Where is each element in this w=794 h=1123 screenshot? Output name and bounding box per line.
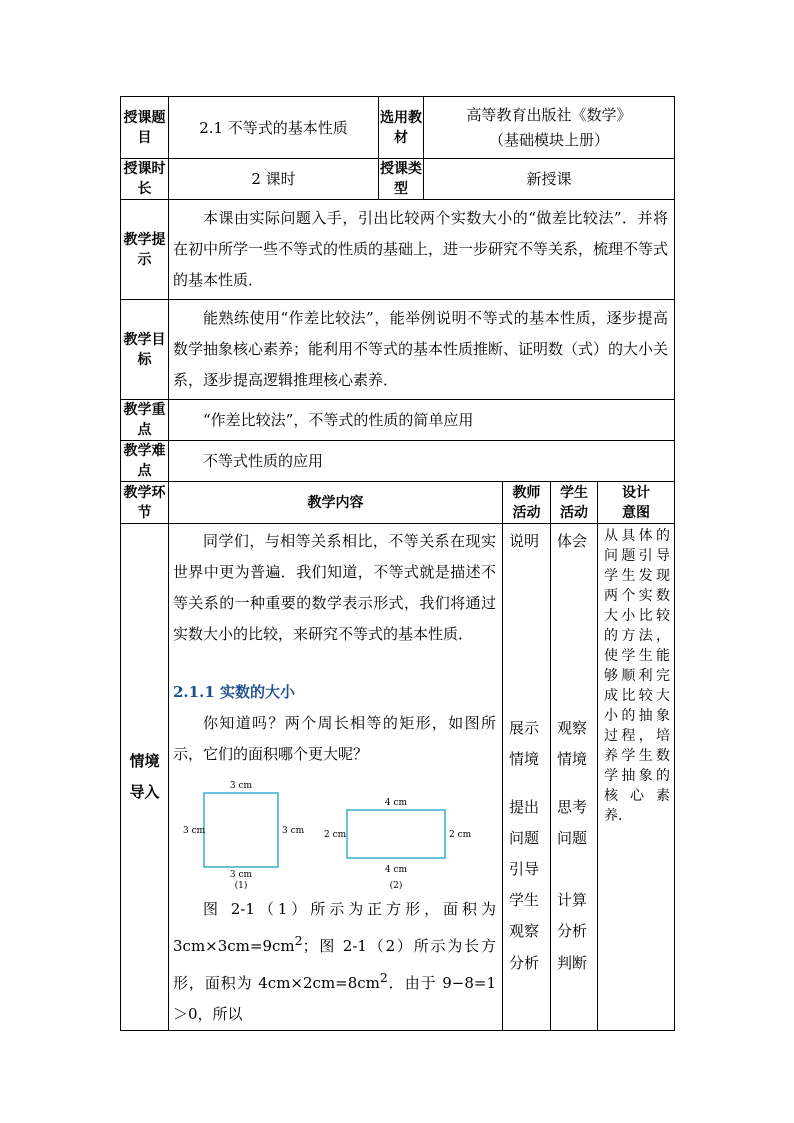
intro-paragraph-3 — [173, 894, 496, 1030]
student-activity-item: 判断 — [557, 953, 588, 972]
row-goals — [121, 300, 675, 400]
textbook-value — [424, 97, 675, 159]
difficulties-label: 教学难点 — [121, 441, 169, 482]
type-label: 授课类型 — [379, 159, 424, 200]
rect-right-label: 2 cm — [449, 830, 472, 840]
key-points-label: 教学重点 — [121, 400, 169, 441]
student-header-line-2: 活动 — [560, 504, 588, 521]
textbook-label: 选用教材 — [379, 97, 424, 159]
section-heading: 2.1.1 实数的大小 — [173, 683, 295, 701]
row-column-headers — [121, 482, 675, 524]
teacher-activity-item: 学生 — [509, 891, 540, 910]
square-right-label: 3 cm — [282, 826, 305, 836]
row-key-points — [121, 400, 675, 441]
teacher-activity-header — [503, 482, 551, 524]
lesson-plan-table — [120, 96, 675, 1031]
student-activity-item: 观察 — [557, 719, 588, 738]
intro-label-line-1: 情境 — [129, 752, 160, 770]
teacher-activity-item: 观察 — [509, 922, 540, 941]
row-difficulties — [121, 441, 675, 482]
square-bottom-label: 3 cm — [229, 870, 253, 880]
square-caption: (1) — [234, 881, 248, 891]
row-tips — [121, 200, 675, 300]
teacher-activity-item: 展示 — [509, 719, 540, 738]
row-intro — [121, 524, 675, 1031]
teacher-activity-item: 提出 — [509, 797, 540, 816]
teacher-activity-item: 说明 — [509, 532, 540, 550]
intro-content — [169, 524, 503, 1031]
para3-part-c: ．由于 9−8=1＞0，所以 — [173, 974, 496, 1023]
content-header: 教学内容 — [169, 482, 503, 524]
goals-label: 教学目标 — [121, 300, 169, 400]
difficulties-text: 不等式性质的应用 — [169, 441, 675, 482]
rect-left-label: 2 cm — [324, 830, 347, 840]
intro-paragraph-2: 你知道吗？两个周长相等的矩形，如图所示，它们的面积哪个更大呢？ — [173, 714, 496, 763]
textbook-line-1: 高等教育出版社《数学》 — [466, 105, 632, 124]
duration-label: 授课时长 — [121, 159, 169, 200]
row-duration — [121, 159, 675, 200]
student-activity-item: 分析 — [557, 922, 588, 941]
superscript-2-b: 2 — [379, 970, 388, 985]
superscript-2-a: 2 — [294, 933, 303, 948]
student-activity-item: 体会 — [557, 532, 588, 550]
intro-label-line-2: 导入 — [129, 783, 160, 801]
teacher-activity-item: 问题 — [509, 828, 540, 847]
tips-text: 本课由实际问题入手，引出比较两个实数大小的“做差比较法”．并将在初中所学一些不等式的性质的基础上，进一步研究不等关系，梳理不等式的基本性质． — [169, 200, 675, 300]
rectangle-shape — [347, 810, 445, 858]
duration-value: 2 课时 — [169, 159, 379, 200]
teacher-header-line-1: 教师 — [512, 484, 541, 501]
row-topic — [121, 97, 675, 159]
topic-label: 授课题目 — [121, 97, 169, 159]
square-left-label: 3 cm — [183, 826, 206, 836]
rectangles-figure — [173, 774, 503, 892]
design-header-line-2: 意图 — [622, 504, 650, 521]
student-activity-item: 情境 — [557, 750, 588, 769]
rect-top-label: 4 cm — [384, 798, 408, 808]
figure-2-1 — [173, 774, 496, 892]
para3-part-a: 图 2-1（1）所示为正方形，面积为 3cm×3cm=9cm — [173, 900, 496, 955]
teacher-activity-item: 引导 — [509, 859, 540, 878]
textbook-line-2: （基础模块上册） — [489, 130, 610, 149]
teacher-activity-cell — [503, 524, 551, 1031]
teacher-header-line-2: 活动 — [512, 504, 541, 521]
teacher-activity-item: 情境 — [509, 750, 540, 769]
rect-bottom-label: 4 cm — [384, 865, 408, 875]
design-header-line-1: 设计 — [622, 484, 650, 501]
square-top-label: 3 cm — [229, 781, 253, 791]
student-activity-item: 思考 — [557, 797, 588, 816]
student-activity-header — [551, 482, 598, 524]
student-header-line-1: 学生 — [560, 484, 588, 501]
stage-header: 教学环节 — [121, 482, 169, 524]
tips-label: 教学提示 — [121, 200, 169, 300]
student-activity-item: 计算 — [557, 891, 588, 910]
design-intent-header — [598, 482, 675, 524]
goals-text: 能熟练使用“作差比较法”，能举例说明不等式的基本性质，逐步提高数学抽象核心素养；能利用不等式的基本性质推断、证明数（式）的大小关系，逐步提高逻辑推理核心素养． — [169, 300, 675, 400]
intro-stage-label — [121, 524, 169, 1031]
intro-paragraph-1: 同学们，与相等关系相比，不等关系在现实世界中更为普遍．我们知道，不等式就是描述不等关系的一种重要的数学表示形式，我们将通过实数大小的比较，来研究不等式的基本性质． — [173, 532, 496, 643]
type-value: 新授课 — [424, 159, 675, 200]
student-activity-cell — [551, 524, 598, 1031]
teacher-activity-item: 分析 — [509, 953, 540, 972]
rect-caption: (2) — [389, 881, 403, 891]
para3-part-b: ；图 2-1（2）所示为长方形，面积为 4cm×2cm=8cm — [173, 937, 496, 992]
student-activity-item: 问题 — [557, 828, 588, 847]
design-intent-text: 从具体的问题引导学生发现两个实数大小比较的方法，使学生能够顺利完成比较大小的抽象过程，培养学生数学抽象的核心素养． — [598, 524, 675, 1031]
key-points-text: “作差比较法”，不等式的性质的简单应用 — [169, 400, 675, 441]
topic-value: 2.1 不等式的基本性质 — [169, 97, 379, 159]
square-shape — [204, 793, 278, 867]
